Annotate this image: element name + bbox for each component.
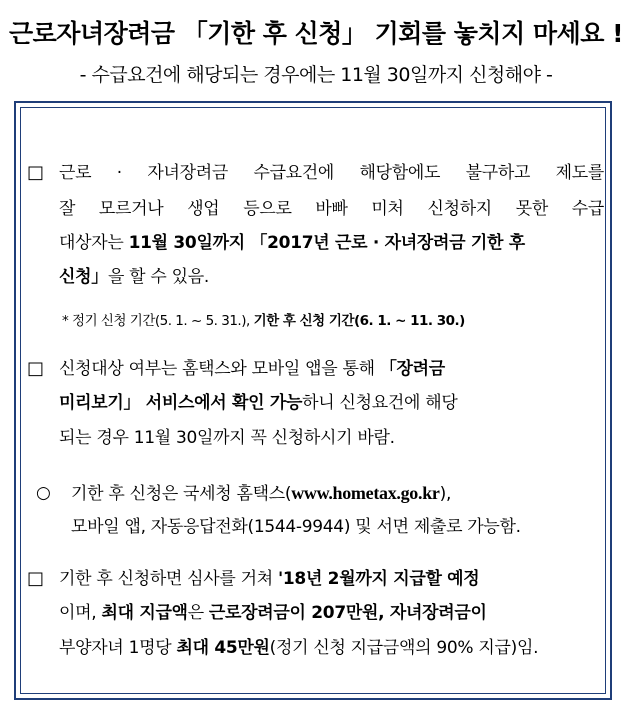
section2-line3: 되는 경우 11월 30일까지 꼭 신청하시기 바람. <box>59 428 395 448</box>
section1-line1: 근로 · 자녀장려금 수급요건에 해당함에도 불구하고 제도를 <box>59 163 604 183</box>
section4-line1-plain: 기한 후 신청하면 심사를 거쳐 <box>59 569 278 589</box>
section4-line2-plain1: 이며, <box>59 603 102 623</box>
section4-line3-plain2: (정기 신청 지급금액의 90% 지급)임. <box>269 638 539 658</box>
section2-line1-plain: 신청대상 여부는 홈택스와 모바일 앱을 통해 <box>59 359 380 379</box>
section3-line1-end: ), <box>439 484 452 504</box>
section2-line1 <box>59 358 445 380</box>
section2-line2-bold: 미리보기」 서비스에서 확인 가능 <box>59 393 303 413</box>
section1-note-plain: * 정기 신청 기간(5. 1. ~ 5. 31.), <box>62 313 254 329</box>
hometax-url: www.hometax.go.kr <box>291 483 440 503</box>
section1-line3-plain: 대상자는 <box>59 233 129 253</box>
section4-line3 <box>59 637 538 659</box>
section1-note-bold: 기한 후 신청 기간(6. 1. ~ 11. 30.) <box>253 313 465 329</box>
section1-line4-bold: 신청」 <box>59 267 108 287</box>
section2-line2-plain: 하니 신청요건에 해당 <box>302 393 458 413</box>
page-subtitle: - 수급요건에 해당되는 경우에는 11월 30일까지 신청해야 - <box>79 64 553 86</box>
section3-line1 <box>71 482 451 505</box>
checkbox-square-icon: □ <box>27 358 44 379</box>
section4-line3-bold: 최대 45만원 <box>176 638 270 658</box>
section4-line1 <box>59 568 479 590</box>
section4-line2 <box>59 602 487 624</box>
section4-line2-bold1: 최대 지급액 <box>101 603 188 623</box>
checkbox-square-icon: □ <box>27 162 44 183</box>
section1-line4-plain: 을 할 수 있음. <box>107 267 209 287</box>
section4-line2-plain2: 은 <box>187 603 209 623</box>
circle-bullet-icon: ○ <box>36 483 51 503</box>
section4-line3-plain1: 부양자녀 1명당 <box>59 638 177 658</box>
section3-line2: 모바일 앱, 자동응답전화(1544-9944) 및 서면 제출로 가능함. <box>71 517 521 537</box>
section1-line2: 잘 모르거나 생업 등으로 바빠 미처 신청하지 못한 수급 <box>59 199 604 219</box>
page-title: 근로자녀장려금 「기한 후 신청」 기회를 놓치지 마세요 ! <box>9 19 623 48</box>
section2-line1-bold: 「장려금 <box>379 359 445 379</box>
section1-note <box>62 310 465 332</box>
section1-line3-bold: 11월 30일까지 「2017년 근로 · 자녀장려금 기한 후 <box>128 233 525 253</box>
section4-line2-bold2: 근로장려금이 207만원, 자녀장려금이 <box>208 603 487 623</box>
section3-line1-plain: 기한 후 신청은 국세청 홈택스( <box>71 484 292 504</box>
checkbox-square-icon: □ <box>27 568 44 589</box>
section4-line1-bold: '18년 2월까지 지급할 예정 <box>277 569 480 589</box>
section2-line2 <box>59 392 457 414</box>
section1-line4 <box>59 266 209 288</box>
section1-line3 <box>59 232 525 254</box>
